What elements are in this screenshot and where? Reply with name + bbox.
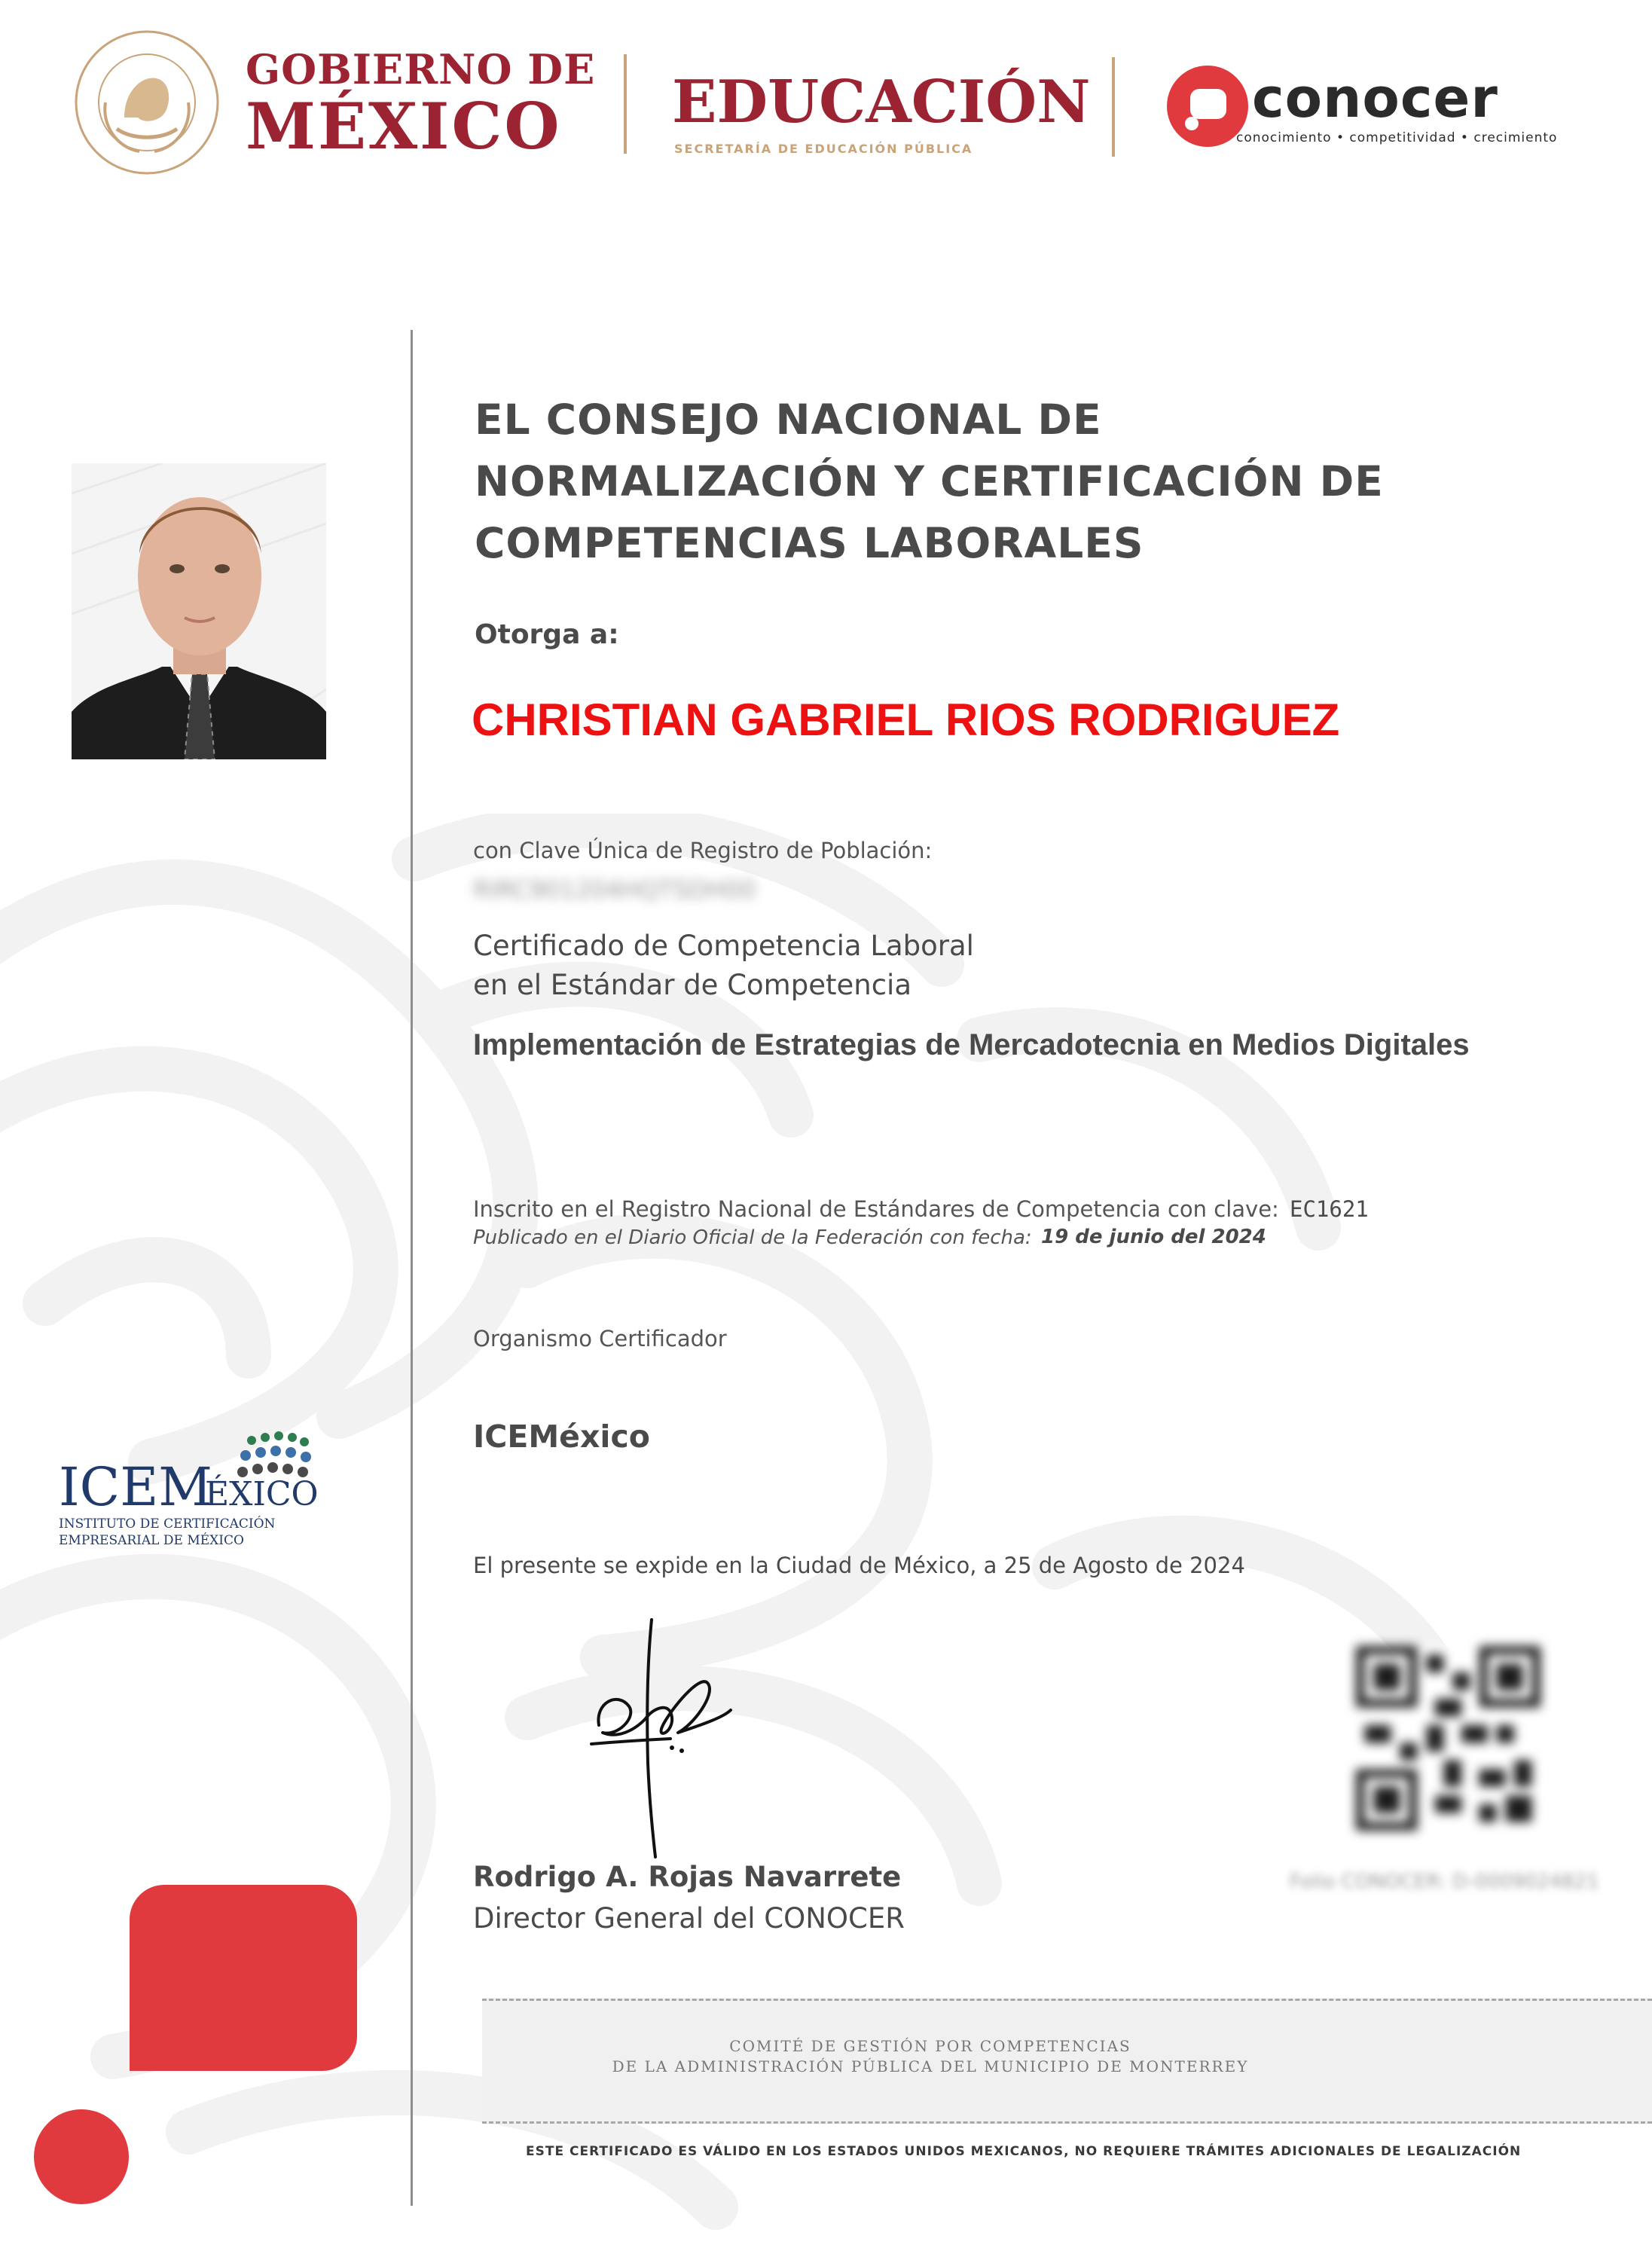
vertical-rule (411, 330, 413, 2206)
standard-code: EC1621 (1290, 1196, 1369, 1222)
issue-statement: El presente se expide en la Ciudad de México, a 25 de Agosto de 2024 (473, 1553, 1245, 1578)
signer-role: Director General del CONOCER (473, 1902, 905, 1935)
conocer-wordmark: conocer (1252, 66, 1498, 130)
committee-band (482, 1999, 1652, 2124)
folio-number: Folio CONOCER: D-0009024821 (1290, 1871, 1599, 1893)
mexican-coat-of-arms-icon (72, 27, 222, 178)
committee-line1: COMITÉ DE GESTIÓN POR COMPETENCIAS (729, 2037, 1131, 2055)
issuer-title-line: EL CONSEJO NACIONAL DE (475, 396, 1102, 444)
issuer-title (475, 389, 1567, 574)
publication-label: Publicado en el Diario Oficial de la Federación con fecha: (473, 1226, 1032, 1249)
signature-icon (588, 1612, 738, 1861)
standard-name: Implementación de Estrategias de Mercadotecnia en Medios Digitales (473, 1028, 1470, 1061)
otorga-label: Otorga a: (475, 619, 619, 650)
certifier-label: Organismo Certificador (473, 1326, 727, 1351)
svg-text:EMPRESARIAL DE MÉXICO: EMPRESARIAL DE MÉXICO (59, 1533, 244, 1548)
issuer-title-line: NORMALIZACIÓN Y CERTIFICACIÓN DE (475, 457, 1384, 505)
recipient-name: CHRISTIAN GABRIEL RIOS RODRIGUEZ (472, 695, 1340, 745)
certifier-name: ICEMéxico (473, 1419, 650, 1455)
qr-code-icon (1356, 1646, 1541, 1831)
committee-line2: DE LA ADMINISTRACIÓN PÚBLICA DEL MUNICIPIO DE MONTERREY (612, 2057, 1249, 2075)
educacion-subtitle: SECRETARÍA DE EDUCACIÓN PÚBLICA (674, 142, 973, 156)
curp-label: con Clave Única de Registro de Población: (473, 838, 933, 863)
validity-note: ESTE CERTIFICADO ES VÁLIDO EN LOS ESTADOS UNIDOS MEXICANOS, NO REQUIERE TRÁMITES ADICIONALES DE LEGALIZACIÓN (526, 2144, 1522, 2159)
publication-date: 19 de junio del 2024 (1041, 1226, 1266, 1248)
header-divider (1112, 57, 1115, 157)
decorative-red-block (130, 1885, 357, 2071)
curp-value: RIRC901204HQTSDH00 (473, 875, 756, 904)
educacion-title: EDUCACIÓN (672, 68, 1091, 136)
gobierno-line2: MÉXICO (246, 89, 562, 163)
certificate-type (473, 927, 974, 1005)
registry-label: Inscrito en el Registro Nacional de Estándares de Competencia con clave: (473, 1196, 1279, 1222)
decorative-red-dot (34, 2109, 129, 2204)
gobierno-line1: GOBIERNO DE (246, 45, 596, 93)
icem-logo-text: ICEM (59, 1456, 212, 1518)
svg-text:ÉXICO: ÉXICO (205, 1475, 319, 1513)
header-divider (624, 54, 627, 154)
icem-logo-icon (57, 1424, 328, 1567)
certificate-type-line: en el Estándar de Competencia (473, 969, 912, 1001)
issuer-title-line: COMPETENCIAS LABORALES (475, 519, 1144, 567)
certificate-type-line: Certificado de Competencia Laboral (473, 930, 974, 962)
svg-text:INSTITUTO DE CERTIFICACIÓN: INSTITUTO DE CERTIFICACIÓN (59, 1516, 276, 1532)
signer-name: Rodrigo A. Rojas Navarrete (473, 1861, 902, 1893)
conocer-tagline: conocimiento • competitividad • crecimiento (1236, 130, 1558, 145)
recipient-photo (72, 463, 326, 759)
